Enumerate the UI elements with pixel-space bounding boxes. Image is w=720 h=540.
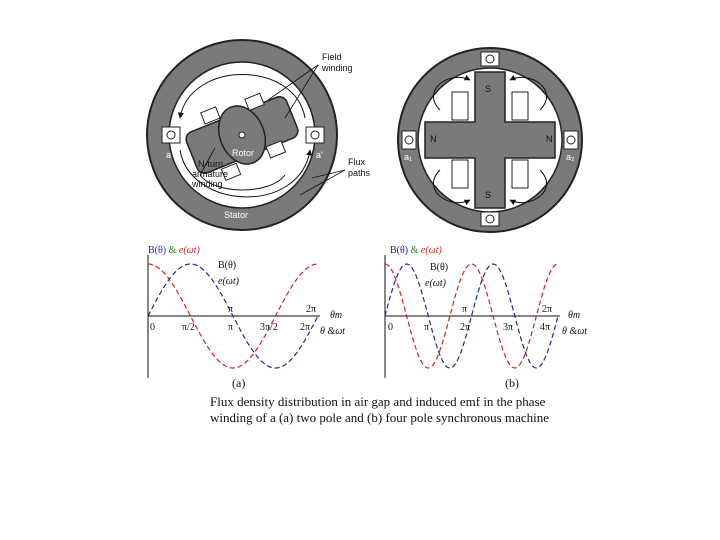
plot-a-legend-e: e(ωt) <box>178 245 200 256</box>
armature-label-3: winding <box>192 179 223 189</box>
figure-caption <box>210 394 550 426</box>
plot-b-legend <box>390 245 443 256</box>
two-pole-machine-drawing <box>147 40 345 230</box>
field-winding-label-2: winding <box>322 63 353 73</box>
pole-s-top: S <box>485 84 492 94</box>
plot-b-b-label: B(θ) <box>430 262 449 273</box>
plot-a-bottom-tick-pi: π <box>228 322 234 333</box>
plot-a-legend-b: B(θ) <box>148 245 167 256</box>
plot-a-legend-amp: & <box>166 245 179 256</box>
coil-a2-label: a₂ <box>566 152 575 162</box>
plot-a-bottom-tick-0: 0 <box>150 322 155 333</box>
plot-b-e-label: e(ωt) <box>425 278 446 289</box>
sub-label-a: (a) <box>232 376 246 390</box>
coil-a1-label: a₁ <box>404 152 413 162</box>
coil-a-prime-label: a' <box>316 150 323 160</box>
pole-n-right: N <box>546 134 553 144</box>
plot-b-top-tick-pi: π <box>462 304 468 315</box>
four-pole-machine-drawing <box>398 48 582 232</box>
plot-b-bottom-tick-0: 0 <box>388 322 393 333</box>
caption-line-2: winding of a (a) two pole and (b) four pole synchronous machine <box>210 410 549 425</box>
sub-label-b: (b) <box>505 376 519 390</box>
flux-paths-label-1: Flux <box>348 157 366 167</box>
pole-s-bottom: S <box>485 190 492 200</box>
plot-a-axis-bottom: θ &ωt <box>320 326 346 337</box>
rotor-label: Rotor <box>232 148 255 158</box>
plot-b-bottom-tick-pi: π <box>424 322 430 333</box>
plot-b <box>385 255 560 378</box>
plot-b-legend-e: e(ωt) <box>420 245 442 256</box>
caption-line-1: Flux density distribution in air gap and induced emf in the phase <box>210 394 546 409</box>
plot-a-bottom-tick-3pi2: 3π/2 <box>260 322 278 333</box>
flux-paths-label-2: paths <box>348 168 371 178</box>
plot-b-legend-b: B(θ) <box>390 245 409 256</box>
pole-n-left: N <box>430 134 437 144</box>
plot-a-top-tick-2pi: 2π <box>306 304 317 315</box>
plot-b-axis-top: θm <box>568 310 581 321</box>
coil-a-label: a <box>166 150 172 160</box>
plot-a-bottom-tick-2pi: 2π <box>300 322 311 333</box>
plot-a-bottom-tick-pi2: π/2 <box>182 322 195 333</box>
plot-b-bottom-tick-3pi: 3π <box>503 322 514 333</box>
plot-b-bottom-tick-4pi: 4π <box>540 322 551 333</box>
field-winding-label-1: Field <box>322 52 342 62</box>
plot-b-bottom-tick-2pi: 2π <box>460 322 471 333</box>
plot-b-axis-bottom: θ &ωt <box>562 326 588 337</box>
plot-a-e-label: e(ωt) <box>218 276 239 287</box>
armature-label-2: armature <box>192 169 229 179</box>
plot-a-b-label: B(θ) <box>218 260 237 271</box>
plot-a-axis-top: θm <box>330 310 343 321</box>
armature-label-1: N-turn <box>198 159 224 169</box>
plot-a <box>148 255 320 378</box>
plot-b-top-tick-2pi: 2π <box>542 304 553 315</box>
stator-label: Stator <box>224 210 249 220</box>
plot-a-legend <box>148 245 201 256</box>
plot-b-legend-amp: & <box>408 245 421 256</box>
plot-a-top-tick-pi: π <box>228 304 234 315</box>
